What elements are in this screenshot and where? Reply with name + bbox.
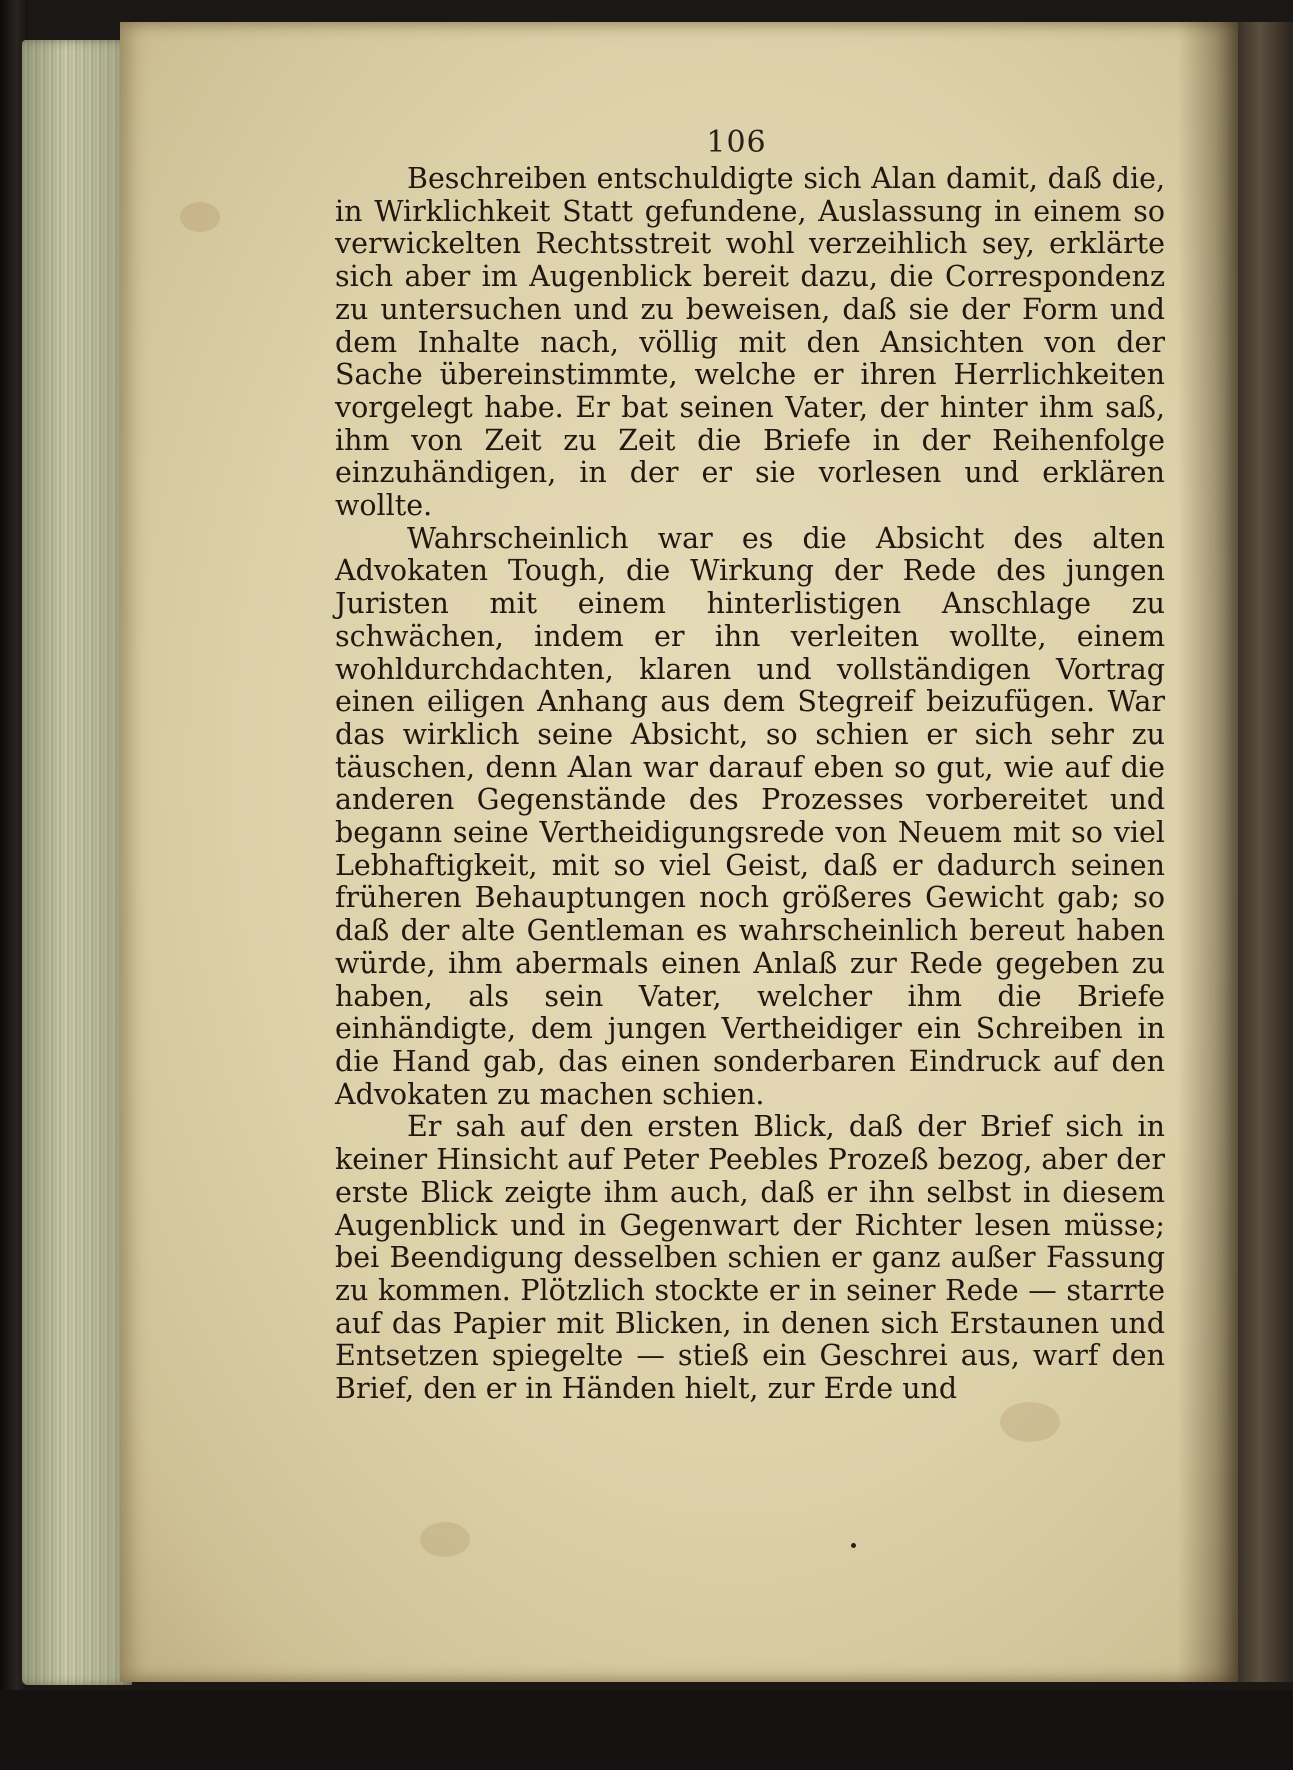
paragraph: Er sah auf den ersten Blick, daß der Brief sich in keiner Hinsicht auf Peter Peebles Prozeß bezog, aber der erste Blick zeigte ihm auch, daß er ihn selbst in diesem Augenblick und in Gegenwart der Richter lesen müsse; bei Beendigung desselben schien er ganz außer Fassung zu kommen. Plötzlich stockte er in seiner Rede — starrte auf das Papier mit Blicken, in denen sich Erstaunen und Entsetzen spiegelte — stieß ein Geschrei aus, warf den Brief, den er in Händen hielt, zur Erde und — [335, 1110, 1165, 1406]
paragraph: Wahrscheinlich war es die Absicht des alten Advokaten Tough, die Wirkung der Rede des jungen Juristen mit einem hinterlistigen Anschlage zu schwächen, indem er ihn verleiten wollte, einem wohldurchdachten, klaren und vollständigen Vortrag einen eiligen Anhang aus dem Stegreif beizufügen. War das wirklich seine Absicht, so schien er sich sehr zu täuschen, denn Alan war darauf eben so gut, wie auf die anderen Gegenstände des Prozesses vorbereitet und begann seine Vertheidigungsrede von Neuem mit so viel Lebhaftigkeit, mit so viel Geist, daß er dadurch seinen früheren Behauptungen noch größeres Gewicht gab; so daß der alte Gentleman es wahrscheinlich bereut haben würde, ihm abermals einen Anlaß zur Rede gegeben zu haben, als sein Vater, welcher ihm die Briefe einhändigte, dem jungen Vertheidiger ein Schreiben in die Hand gab, das einen sonderbaren Eindruck auf den Advokaten zu machen schien. — [335, 521, 1165, 1111]
page-number — [0, 125, 1293, 160]
paragraph: Beschreiben entschuldigte sich Alan damit, daß die, in Wirklichkeit Statt gefundene, Auslassung in einem so verwickelten Rechtsstreit wohl verzeihlich sey, erklärte sich aber im Augenblick bereit dazu, die Correspondenz zu untersuchen und zu beweisen, daß sie der Form und dem Inhalte nach, völlig mit den Ansichten von der Sache übereinstimmte, welche er ihren Herrlichkeiten vorgelegt habe. Er bat seinen Vater, der hinter ihm saß, ihm von Zeit zu Zeit die Briefe in der Reihenfolge einzuhändigen, in der er sie vorlesen und erklären wollte. — [335, 162, 1165, 523]
page-stack-shadow — [22, 40, 132, 1685]
page-number-text: 106 — [706, 125, 767, 160]
scan-background — [0, 1690, 1293, 1770]
body-text — [335, 163, 1165, 1406]
binding-gutter-shadow — [1178, 22, 1238, 1682]
foxing-spot — [1000, 1402, 1060, 1442]
facing-page-edge — [1238, 22, 1293, 1682]
foxing-spot — [420, 1522, 470, 1557]
catchword-dot — [851, 1543, 856, 1548]
foxing-spot — [180, 202, 220, 232]
